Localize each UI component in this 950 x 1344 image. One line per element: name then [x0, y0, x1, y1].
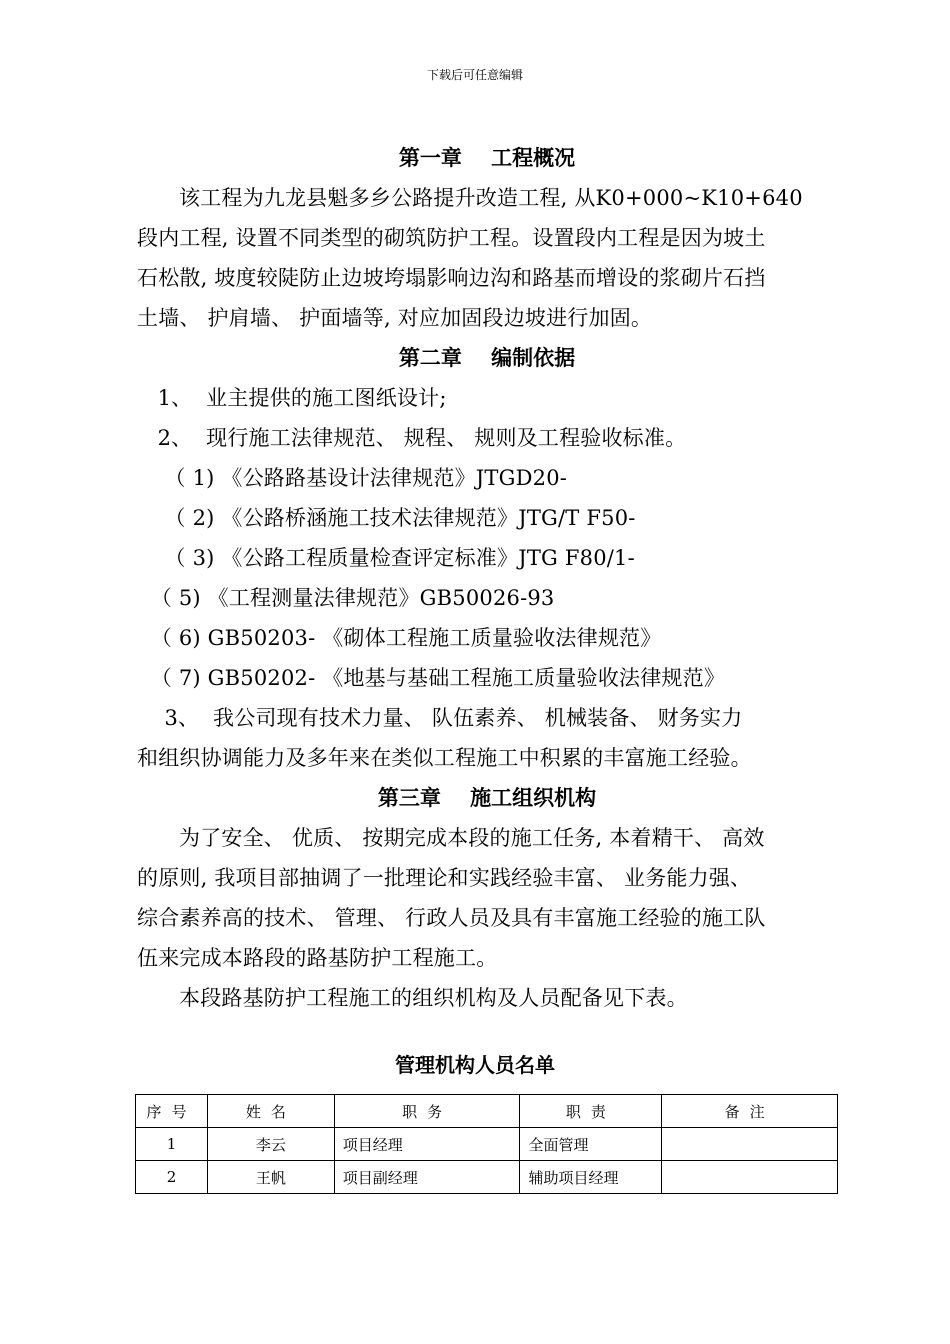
paragraph-line: 和组织协调能力及多年来在类似工程施工中积累的丰富施工经验。: [137, 746, 752, 770]
list-item: （ 1) 《公路路基设计法律规范》JTGD20-: [137, 466, 568, 490]
list-item: （ 2) 《公路桥涵施工技术法律规范》JTG/T F50-: [137, 506, 636, 530]
cell-name: 王帆: [207, 1161, 334, 1194]
table-row: [136, 1161, 838, 1194]
paragraph-line: 该工程为九龙县魁多乡公路提升改造工程, 从K0+000~K10+640: [179, 186, 803, 210]
paragraph-line: 石松散, 坡度较陡防止边坡垮塌影响边沟和路基而增设的浆砌片石挡: [137, 266, 766, 290]
paragraph-line: 综合素养高的技术、 管理、 行政人员及具有丰富施工经验的施工队: [137, 906, 766, 930]
page-header: 下载后可任意编辑: [426, 68, 523, 82]
table-row: [136, 1128, 838, 1161]
paragraph-line: 段内工程, 设置不同类型的砌筑防护工程。设置段内工程是因为坡土: [137, 226, 766, 250]
paragraph-line: 土墙、 护肩墙、 护面墙等, 对应加固段边坡进行加固。: [137, 306, 653, 330]
chapter-3-title: 第三章 施工组织机构: [377, 786, 597, 810]
cell-position: 项目副经理: [334, 1161, 520, 1194]
list-item: 1、 业主提供的施工图纸设计;: [137, 386, 447, 410]
chapter-1-title: 第一章 工程概况: [398, 146, 576, 170]
list-item: （ 6) GB50203- 《砌体工程施工质量验收法律规范》: [137, 626, 662, 650]
paragraph-line: 为了安全、 优质、 按期完成本段的施工任务, 本着精干、 高效: [179, 826, 765, 850]
list-item: （ 7) GB50202- 《地基与基础工程施工质量验收法律规范》: [137, 666, 726, 690]
paragraph-line: 的原则, 我项目部抽调了一批理论和实践经验丰富、 业务能力强、: [137, 866, 752, 890]
staff-table: [135, 1094, 838, 1194]
col-header-duty: 职责: [520, 1095, 662, 1128]
cell-remark: [662, 1128, 838, 1161]
document-body: [137, 138, 837, 1018]
cell-remark: [662, 1161, 838, 1194]
cell-name: 李云: [207, 1128, 334, 1161]
list-item: 3、 我公司现有技术力量、 队伍素养、 机械装备、 财务实力: [137, 706, 743, 730]
list-item: （ 5) 《工程测量法律规范》GB50026-93: [137, 586, 555, 610]
cell-duty: 全面管理: [520, 1128, 662, 1161]
col-header-position: 职务: [334, 1095, 520, 1128]
cell-position: 项目经理: [334, 1128, 520, 1161]
cell-index: 1: [136, 1128, 208, 1161]
col-header-remark: 备注: [662, 1095, 838, 1128]
list-item: （ 3) 《公路工程质量检查评定标准》JTG F80/1-: [137, 546, 635, 570]
table-header-row: [136, 1095, 838, 1128]
col-header-name: 姓名: [207, 1095, 334, 1128]
table-title: 管理机构人员名单: [395, 1053, 555, 1077]
chapter-2-title: 第二章 编制依据: [398, 346, 576, 370]
cell-index: 2: [136, 1161, 208, 1194]
list-item: 2、 现行施工法律规范、 规程、 规则及工程验收标准。: [137, 426, 687, 450]
cell-duty: 辅助项目经理: [520, 1161, 662, 1194]
paragraph-line: 伍来完成本路段的路基防护工程施工。: [137, 946, 498, 970]
col-header-index: 序号: [136, 1095, 208, 1128]
paragraph-line: 本段路基防护工程施工的组织机构及人员配备见下表。: [179, 986, 688, 1010]
